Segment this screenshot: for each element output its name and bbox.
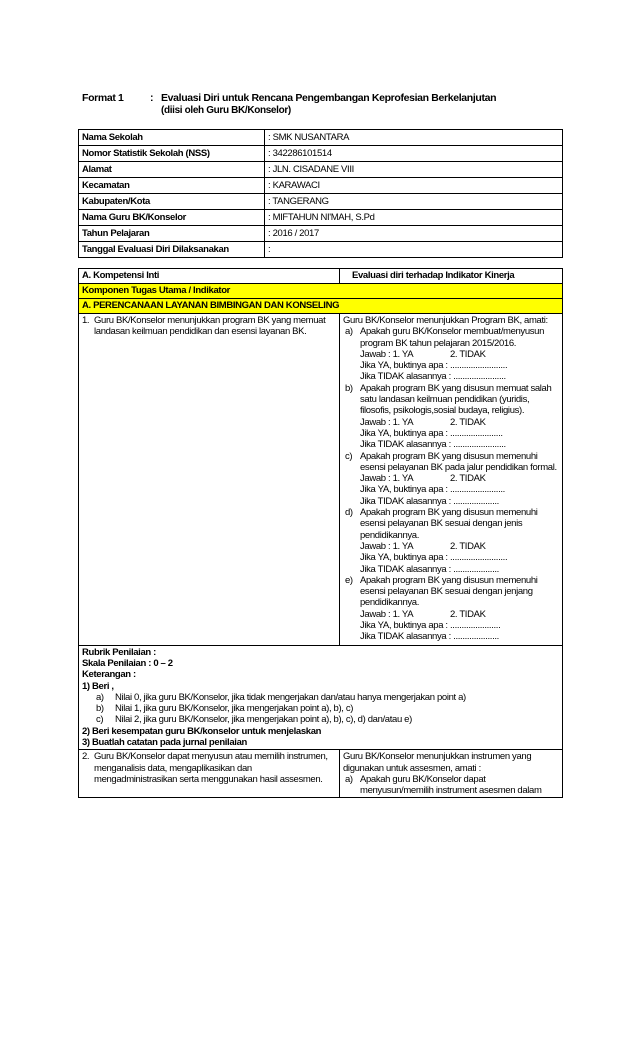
question-text: Apakah program BK yang disusun memenuhi esensi pelayanan BK sesuai dengan jenis pendidikannya.: [360, 507, 538, 541]
info-value: : 342286101514: [265, 146, 563, 162]
beri-label: 1) Beri ,: [82, 680, 114, 692]
rubrik-title: Rubrik Penilaian :: [82, 646, 156, 658]
nilai-text: Nilai 1, jika guru BK/Konselor, jika mengerjakan point a), b), c): [115, 703, 354, 715]
question-item: [343, 326, 559, 382]
info-row: [79, 178, 563, 194]
info-row: [79, 146, 563, 162]
question-label: b): [345, 382, 353, 394]
bukti-line: Jika YA, buktinya apa : .........................: [360, 552, 508, 564]
jawab-ya: Jawab : 1. YA: [360, 473, 414, 485]
jawab-tidak: 2. TIDAK: [450, 348, 486, 360]
question-text: Apakah program BK yang disusun memenuhi esensi pelayanan BK sesuai dengan jenjang pendidikannya.: [360, 574, 538, 609]
question-text: Apakah program BK yang disusun memenuhi esensi pelayanan BK pada jalur pendidikan formal.: [360, 450, 557, 473]
evaluation-table: [78, 268, 563, 798]
section-a-row: A. PERENCANAAN LAYANAN BIMBINGAN DAN KONSELING: [79, 299, 563, 314]
bukti-line: Jika YA, buktinya apa : .........................: [360, 360, 508, 372]
info-row: [79, 226, 563, 242]
item-2-text: Guru BK/Konselor dapat menyusun atau memilih instrumen, menganalisis data, mengaplikasikan dan mengadministrasikan serta menggunakan hasil assesmen.: [94, 751, 328, 785]
info-row: [79, 210, 563, 226]
keterangan-label: Keterangan :: [82, 669, 136, 681]
info-label: Nomor Statistik Sekolah (NSS): [79, 146, 265, 162]
rubrik-point-2: 2) Beri kesempatan guru BK/konselor untuk menjelaskan: [82, 725, 322, 737]
info-row: [79, 242, 563, 258]
skala-penilaian: Skala Penilaian : 0 – 2: [82, 657, 173, 669]
info-label: Tanggal Evaluasi Diri Dilaksanakan: [79, 242, 265, 258]
question-label: e): [345, 574, 353, 586]
nilai-label: b): [96, 703, 104, 715]
info-label: Alamat: [79, 162, 265, 178]
info-row: [79, 130, 563, 146]
info-value: : TANGERANG: [265, 194, 563, 210]
jawab-tidak: 2. TIDAK: [450, 473, 486, 485]
info-value: : MIFTAHUN NI'MAH, S.Pd: [265, 210, 563, 226]
item-1-questions: [343, 326, 559, 642]
question-label: d): [345, 507, 353, 519]
alasan-line: Jika TIDAK alasannya : ....................: [360, 563, 499, 575]
alasan-line: Jika TIDAK alasannya : ....................: [360, 631, 499, 643]
bukti-line: Jika YA, buktinya apa : .......................: [360, 427, 503, 439]
jawab-ya: Jawab : 1. YA: [360, 416, 414, 428]
nilai-item: [82, 703, 559, 714]
jawab-ya: Jawab : 1. YA: [360, 348, 414, 360]
jawab-line: [360, 349, 559, 360]
info-row: [79, 194, 563, 210]
document-title: Evaluasi Diri untuk Rencana Pengembangan Keprofesian Berkelanjutan: [161, 92, 497, 104]
item-1-text: Guru BK/Konselor menunjukkan program BK yang memuat landasan keilmuan pendidikan dan esensi layanan BK.: [94, 315, 326, 338]
info-value: : 2016 / 2017: [265, 226, 563, 242]
question-item: [343, 383, 559, 451]
jawab-line: [360, 417, 559, 428]
item-2-indicator: 2. Guru BK/Konselor dapat menyusun atau memilih instrumen, menganalisis data, mengaplikasikan dan mengadministrasikan serta menggunakan hasil assesmen.: [82, 751, 328, 785]
info-value: : KARAWACI: [265, 178, 563, 194]
info-value: : JLN. CISADANE VIII: [265, 162, 563, 178]
komponen-row: Komponen Tugas Utama / Indikator: [79, 284, 563, 299]
info-value: : SMK NUSANTARA: [265, 130, 563, 146]
col-header-evaluasi: Evaluasi diri terhadap Indikator Kinerja: [340, 269, 563, 284]
question-item: [343, 507, 559, 575]
alasan-line: Jika TIDAK alasannya : ....................: [360, 495, 499, 507]
question-label: a): [345, 326, 353, 338]
jawab-ya: Jawab : 1. YA: [360, 608, 414, 620]
nilai-label: a): [96, 691, 104, 703]
info-label: Kecamatan: [79, 178, 265, 194]
alasan-line: Jika TIDAK alasannya : .......................: [360, 371, 506, 383]
item-1-intro: Guru BK/Konselor menunjukkan Program BK, amati:: [343, 315, 548, 326]
nilai-text: Nilai 2, jika guru BK/Konselor, jika mengerjakan point a), b), c), d) dan/atau e): [115, 714, 412, 726]
format-label: Format 1: [82, 92, 124, 104]
info-label: Kabupaten/Kota: [79, 194, 265, 210]
question-item: [343, 575, 559, 643]
info-label: Nama Guru BK/Konselor: [79, 210, 265, 226]
rubrik-point-3: 3) Buatlah catatan pada jurnal penilaian: [82, 736, 247, 748]
school-info-table: [78, 129, 563, 258]
bukti-line: Jika YA, buktinya apa : ........................: [360, 484, 505, 496]
bukti-line: Jika YA, buktinya apa : ......................: [360, 620, 501, 632]
question-text: Apakah guru BK/Konselor membuat/menyusun program BK tahun pelajaran 2015/2016.: [360, 326, 545, 349]
info-row: [79, 162, 563, 178]
jawab-line: [360, 541, 559, 552]
jawab-line: [360, 473, 559, 484]
nilai-item: [82, 714, 559, 725]
jawab-tidak: 2. TIDAK: [450, 416, 486, 428]
jawab-ya: Jawab : 1. YA: [360, 540, 414, 552]
nilai-list: [82, 692, 559, 726]
question-text: Apakah program BK yang disusun memuat salah satu landasan keilmuan pendidikan (yuridis, filosofis, psikologis,sosial budaya, religius).: [360, 382, 552, 417]
info-value: :: [265, 242, 563, 258]
item-1-indicator: 1. Guru BK/Konselor menunjukkan program BK yang memuat landasan keilmuan pendidikan dan esensi layanan BK.: [82, 315, 326, 338]
jawab-line: [360, 609, 559, 620]
info-label: Tahun Pelajaran: [79, 226, 265, 242]
question-label: c): [345, 450, 353, 462]
alasan-line: Jika TIDAK alasannya : .......................: [360, 439, 506, 451]
jawab-tidak: 2. TIDAK: [450, 608, 486, 620]
document-subtitle: (diisi oleh Guru BK/Konselor): [161, 105, 291, 116]
header-colon: :: [150, 92, 154, 104]
nilai-item: [82, 692, 559, 703]
item-2-intro: Guru BK/Konselor menunjukkan instrumen yang digunakan untuk assesmen, amati :: [343, 751, 532, 774]
nilai-text: Nilai 0, jika guru BK/Konselor, jika tidak mengerjakan dan/atau hanya mengerjakan point a): [115, 691, 466, 703]
list-item: a) Apakah guru BK/Konselor dapat menyusun/memilih instrument asesmen dalam: [345, 773, 542, 797]
jawab-tidak: 2. TIDAK: [450, 540, 486, 552]
item-2-questions: [343, 774, 559, 797]
col-header-kompetensi: A. Kompetensi Inti: [79, 269, 340, 284]
info-label: Nama Sekolah: [79, 130, 265, 146]
nilai-label: c): [96, 714, 104, 726]
question-item: [343, 451, 559, 507]
